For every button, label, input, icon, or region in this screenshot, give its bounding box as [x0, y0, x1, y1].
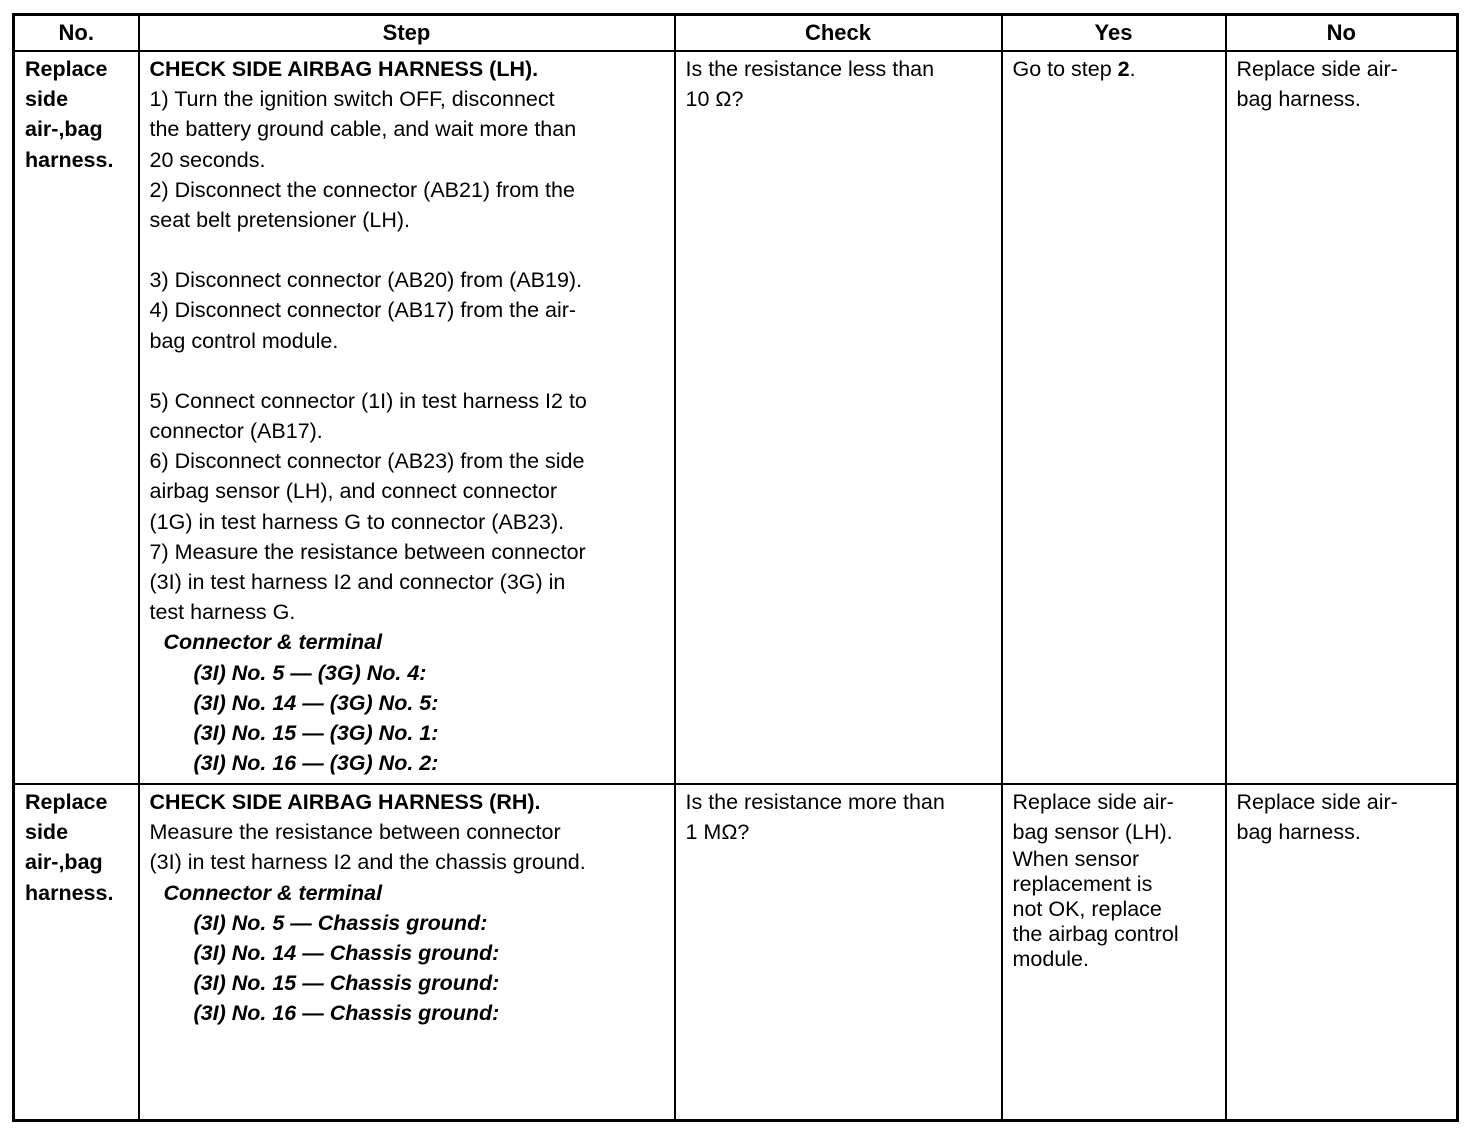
- no-line: Replace side air-: [1236, 790, 1398, 814]
- header-step: Step: [139, 15, 675, 52]
- row-number: Replace side air-,bag harness.: [14, 784, 139, 1120]
- step-line: 3) Disconnect connector (AB20) from (AB19).: [149, 268, 583, 293]
- no-line: bag harness.: [1236, 87, 1361, 112]
- yes-line: bag sensor (LH).: [1012, 820, 1173, 845]
- step-title: CHECK SIDE AIRBAG HARNESS (RH).: [149, 790, 541, 814]
- header-row: [14, 15, 1458, 52]
- yes-period: .: [1129, 57, 1136, 81]
- header-no: No.: [14, 15, 139, 52]
- step-line: 20 seconds.: [149, 147, 266, 172]
- step-line: seat belt pretensioner (LH).: [149, 208, 411, 233]
- step-line: 4) Disconnect connector (AB17) from the air-: [149, 298, 577, 323]
- terminal-heading: Connector & terminal: [163, 630, 383, 655]
- step-title: CHECK SIDE AIRBAG HARNESS (LH).: [149, 57, 539, 81]
- header-no-result: No: [1226, 15, 1458, 52]
- header-check: Check: [675, 15, 1002, 52]
- check-line: Is the resistance less than: [685, 57, 935, 81]
- terminal-pair: (3I) No. 14 — Chassis ground:: [193, 941, 500, 966]
- step-line: 7) Measure the resistance between connector: [149, 539, 586, 564]
- table-row: [14, 784, 1458, 1120]
- table-row: [14, 51, 1458, 784]
- step-line: the battery ground cable, and wait more than: [149, 117, 577, 142]
- terminal-pair: (3I) No. 15 — (3G) No. 1:: [193, 721, 439, 746]
- yes-line: module.: [1012, 947, 1089, 972]
- yes-line: replacement is: [1012, 872, 1153, 897]
- check-line: Is the resistance more than: [685, 790, 945, 814]
- no-line: Replace side air-: [1236, 57, 1398, 81]
- no-line: bag harness.: [1236, 820, 1361, 845]
- step-line: 5) Connect connector (1I) in test harness I2 to: [149, 388, 587, 413]
- spacer: [150, 356, 666, 386]
- step-line: (3I) in test harness I2 and the chassis ground.: [149, 850, 586, 875]
- yes-line: Replace side air-: [1012, 790, 1174, 814]
- row-number: Replace side air-,bag harness.: [14, 51, 139, 784]
- step-line: (3I) in test harness I2 and connector (3G) in: [149, 570, 566, 595]
- step-line: airbag sensor (LH), and connect connector: [149, 479, 558, 504]
- yes-line: not OK, replace: [1012, 897, 1162, 922]
- terminal-pair: (3I) No. 16 — Chassis ground:: [193, 1001, 500, 1026]
- check-cell: [675, 51, 1002, 784]
- step-line: bag control module.: [149, 328, 339, 353]
- check-line: 10 Ω?: [685, 87, 744, 112]
- step-line: test harness G.: [149, 600, 296, 625]
- no-cell: [1226, 784, 1458, 1120]
- terminal-heading: Connector & terminal: [163, 880, 383, 905]
- diagnostic-table: [12, 13, 1459, 1122]
- terminal-pair: (3I) No. 15 — Chassis ground:: [193, 971, 500, 996]
- terminal-pair: (3I) No. 5 — (3G) No. 4:: [193, 660, 427, 685]
- check-line: 1 MΩ?: [685, 820, 750, 845]
- spacer: [150, 235, 666, 265]
- step-cell: [139, 784, 675, 1120]
- no-cell: [1226, 51, 1458, 784]
- yes-text: Go to step: [1012, 57, 1118, 81]
- terminal-pair: (3I) No. 14 — (3G) No. 5:: [193, 690, 439, 715]
- yes-line: the airbag control: [1012, 922, 1179, 947]
- step-line: (1G) in test harness G to connector (AB23).: [149, 509, 565, 534]
- check-cell: [675, 784, 1002, 1120]
- step-cell: [139, 51, 675, 784]
- yes-step-number: 2: [1117, 57, 1130, 81]
- step-line: 2) Disconnect the connector (AB21) from the: [149, 177, 575, 202]
- step-line: connector (AB17).: [149, 419, 323, 444]
- terminal-pair: (3I) No. 16 — (3G) No. 2:: [193, 751, 439, 776]
- yes-line: When sensor: [1012, 847, 1140, 872]
- step-line: Measure the resistance between connector: [149, 820, 561, 845]
- step-line: 1) Turn the ignition switch OFF, disconnect: [149, 87, 555, 112]
- header-yes: Yes: [1002, 15, 1226, 52]
- terminal-pair: (3I) No. 5 — Chassis ground:: [193, 910, 488, 935]
- step-line: 6) Disconnect connector (AB23) from the side: [149, 449, 585, 474]
- yes-cell: [1002, 784, 1226, 1120]
- yes-cell: [1002, 51, 1226, 784]
